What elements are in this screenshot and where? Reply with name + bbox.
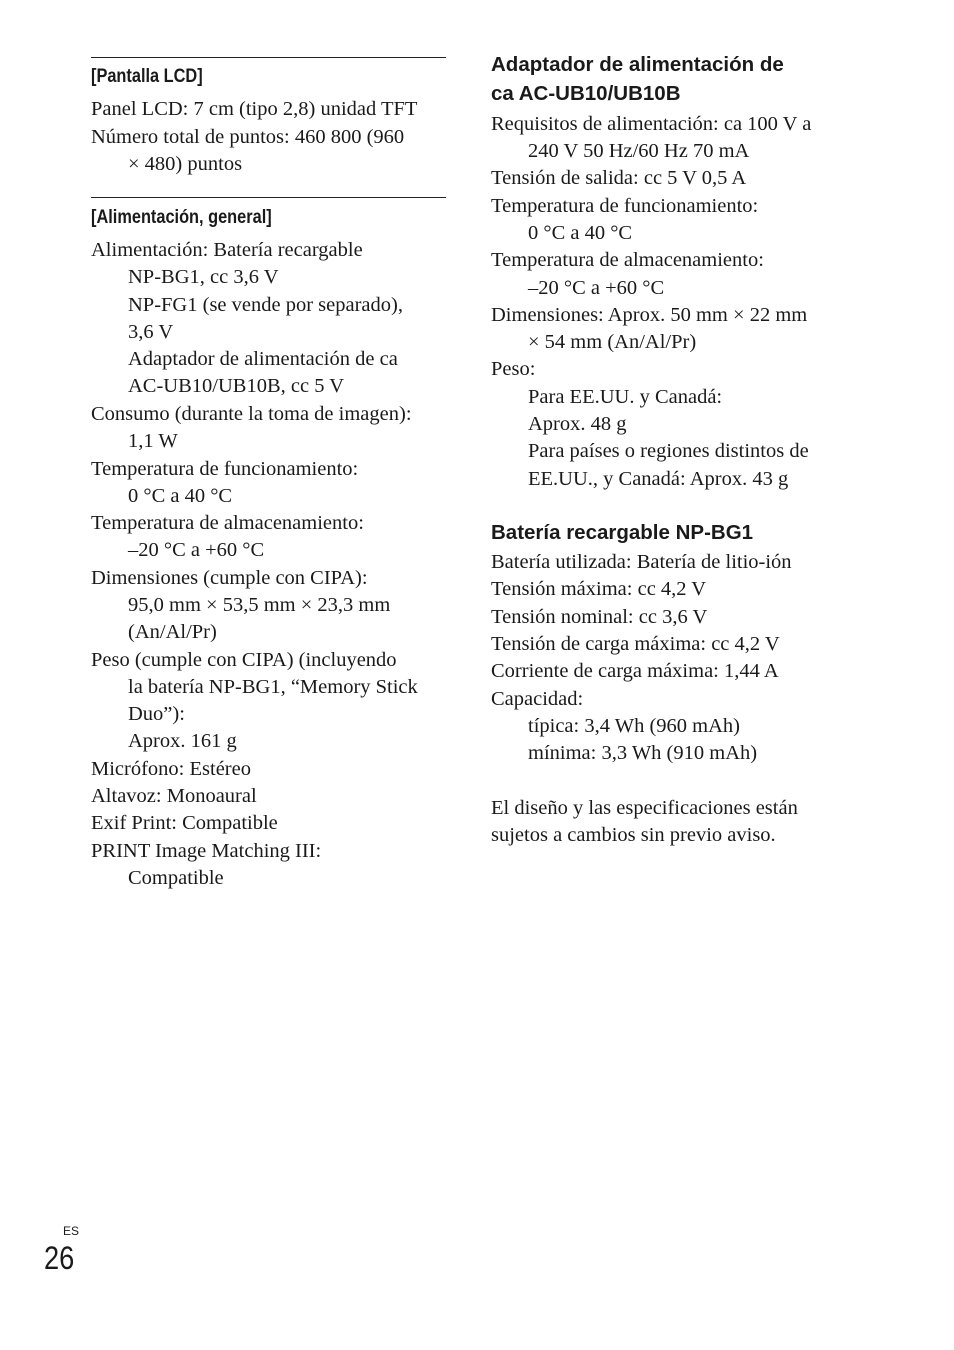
spec-line: Alimentación: Batería recargable	[91, 239, 363, 261]
section-heading-adapter-cont: ca AC-UB10/UB10B	[491, 82, 681, 105]
spec-line: Temperatura de almacenamiento:	[491, 249, 764, 271]
spec-line: Temperatura de almacenamiento:	[91, 512, 364, 534]
spec-line: Exif Print: Compatible	[91, 812, 278, 834]
page-number: 26	[44, 1240, 75, 1276]
spec-line: Número total de puntos: 460 800 (960	[91, 126, 405, 148]
spec-line: Peso:	[491, 358, 536, 380]
spec-line: Batería utilizada: Batería de litio-ión	[491, 551, 792, 573]
spec-line: Peso (cumple con CIPA) (incluyendo	[91, 649, 397, 671]
spec-line: Capacidad:	[491, 688, 584, 710]
spec-line: la batería NP-BG1, “Memory Stick	[128, 676, 418, 698]
spec-line: 95,0 mm × 53,5 mm × 23,3 mm	[128, 594, 391, 616]
spec-line: 0 °C a 40 °C	[128, 485, 233, 507]
spec-line: Requisitos de alimentación: ca 100 V a	[491, 113, 812, 135]
section-heading-adapter: Adaptador de alimentación de	[491, 53, 784, 76]
section-divider	[91, 197, 446, 198]
spec-line: Tensión nominal: cc 3,6 V	[491, 606, 708, 628]
spec-line: Para EE.UU. y Canadá:	[528, 386, 723, 408]
spec-line: mínima: 3,3 Wh (910 mAh)	[528, 742, 758, 764]
spec-line: Dimensiones: Aprox. 50 mm × 22 mm	[491, 304, 808, 326]
spec-line: Para países o regiones distintos de	[528, 440, 809, 462]
spec-line: (An/Al/Pr)	[128, 621, 217, 643]
spec-line: Compatible	[128, 867, 224, 889]
spec-line: Tensión máxima: cc 4,2 V	[491, 578, 707, 600]
spec-line: 240 V 50 Hz/60 Hz 70 mA	[528, 140, 750, 162]
note-line: El diseño y las especificaciones están	[491, 797, 798, 819]
spec-line: Dimensiones (cumple con CIPA):	[91, 567, 368, 589]
spec-line: Consumo (durante la toma de imagen):	[91, 403, 412, 425]
language-code: ES	[63, 1224, 80, 1238]
spec-line: AC-UB10/UB10B, cc 5 V	[128, 375, 345, 397]
spec-line: PRINT Image Matching III:	[91, 840, 322, 862]
spec-line: Micrófono: Estéreo	[91, 758, 251, 780]
spec-line: × 54 mm (An/Al/Pr)	[528, 331, 697, 353]
spec-line: Temperatura de funcionamiento:	[91, 458, 359, 480]
spec-line: EE.UU., y Canadá: Aprox. 43 g	[528, 468, 789, 490]
spec-line: Altavoz: Monoaural	[91, 785, 257, 807]
spec-line: –20 °C a +60 °C	[128, 539, 265, 561]
section-heading-power: [Alimentación, general]	[91, 207, 272, 228]
spec-line: NP-FG1 (se vende por separado),	[128, 294, 403, 316]
spec-line: típica: 3,4 Wh (960 mAh)	[528, 715, 740, 737]
section-heading-battery: Batería recargable NP-BG1	[491, 521, 754, 544]
spec-line: Duo”):	[128, 703, 185, 725]
spec-line: 1,1 W	[128, 430, 178, 452]
spec-line: NP-BG1, cc 3,6 V	[128, 266, 279, 288]
spec-line: –20 °C a +60 °C	[528, 277, 665, 299]
spec-line: Panel LCD: 7 cm (tipo 2,8) unidad TFT	[91, 98, 418, 120]
spec-line: Aprox. 161 g	[128, 730, 237, 752]
spec-line: 0 °C a 40 °C	[528, 222, 633, 244]
section-divider	[91, 57, 446, 58]
spec-line: Corriente de carga máxima: 1,44 A	[491, 660, 779, 682]
spec-line: 3,6 V	[128, 321, 174, 343]
spec-line: Aprox. 48 g	[528, 413, 627, 435]
spec-line: Tensión de carga máxima: cc 4,2 V	[491, 633, 780, 655]
spec-line: Temperatura de funcionamiento:	[491, 195, 759, 217]
spec-line: Adaptador de alimentación de ca	[128, 348, 398, 370]
section-heading-lcd: [Pantalla LCD]	[91, 66, 203, 87]
spec-line: × 480) puntos	[128, 153, 243, 175]
spec-line: Tensión de salida: cc 5 V 0,5 A	[491, 167, 747, 189]
note-line: sujetos a cambios sin previo aviso.	[491, 824, 776, 846]
